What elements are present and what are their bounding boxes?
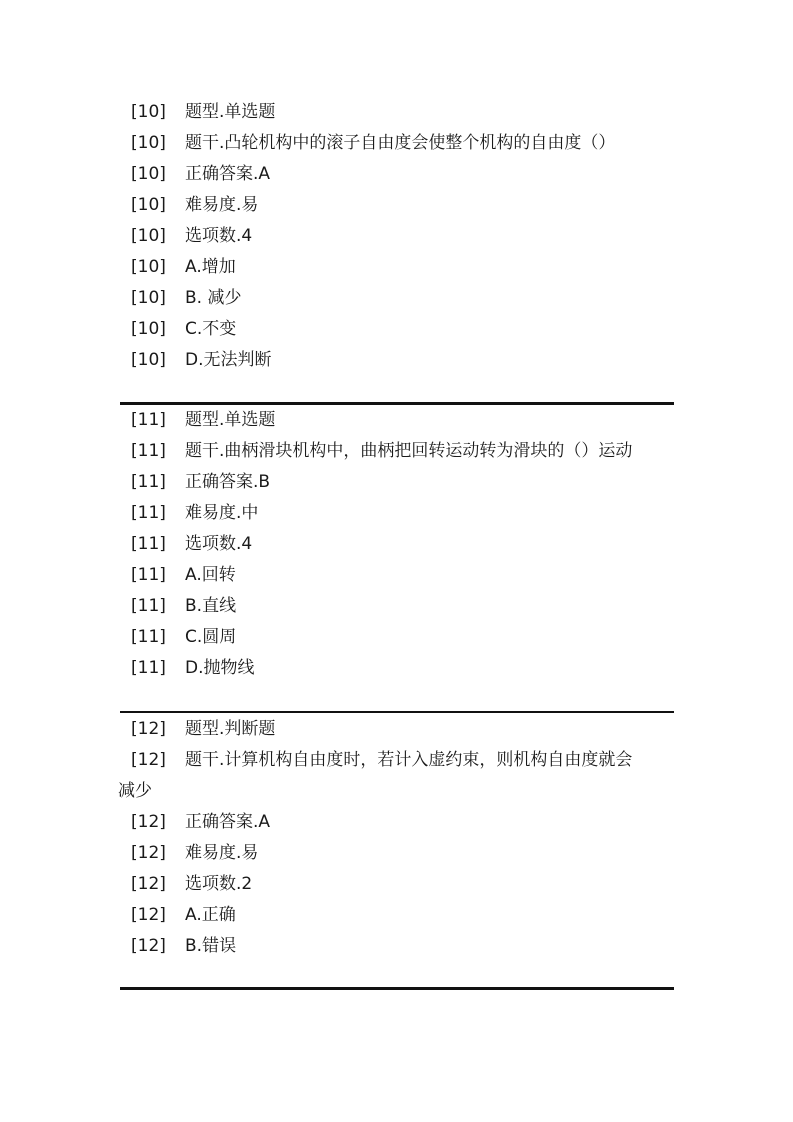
question-stem-line bbox=[120, 436, 674, 467]
option-c: C.不变 bbox=[185, 319, 237, 339]
option-line bbox=[120, 314, 674, 345]
question-tag: [10] bbox=[131, 195, 166, 215]
question-tag: [11] bbox=[131, 534, 166, 554]
correct-answer: 正确答案.A bbox=[185, 812, 271, 832]
option-line bbox=[120, 345, 674, 376]
option-b: B. 减少 bbox=[185, 288, 242, 308]
question-tag: [10] bbox=[131, 288, 166, 308]
option-line bbox=[120, 560, 674, 591]
question-tag: [10] bbox=[131, 350, 166, 370]
question-type-line bbox=[120, 97, 674, 128]
question-stem: 题干.凸轮机构中的滚子自由度会使整个机构的自由度（） bbox=[185, 133, 616, 153]
divider-line bbox=[120, 987, 674, 990]
question-tag: [11] bbox=[131, 441, 166, 461]
question-type-line bbox=[120, 405, 674, 436]
option-b: B.错误 bbox=[185, 936, 237, 956]
question-tag: [11] bbox=[131, 658, 166, 678]
option-count-line bbox=[120, 869, 674, 900]
question-tag: [10] bbox=[131, 319, 166, 339]
question-tag: [10] bbox=[131, 133, 166, 153]
question-type: 题型.判断题 bbox=[185, 719, 276, 739]
option-count: 选项数.4 bbox=[185, 534, 253, 554]
option-line bbox=[120, 653, 674, 684]
question-tag: [12] bbox=[131, 843, 166, 863]
option-line bbox=[120, 622, 674, 653]
option-d: D.抛物线 bbox=[185, 658, 255, 678]
question-stem-line bbox=[120, 128, 674, 159]
question-type: 题型.单选题 bbox=[185, 410, 276, 430]
question-11 bbox=[120, 405, 674, 684]
option-c: C.圆周 bbox=[185, 627, 237, 647]
question-tag: [12] bbox=[131, 812, 166, 832]
question-tag: [10] bbox=[131, 102, 166, 122]
question-stem: 题干.曲柄滑块机构中，曲柄把回转运动转为滑块的（）运动 bbox=[185, 441, 633, 461]
question-tag: [12] bbox=[131, 874, 166, 894]
question-tag: [12] bbox=[131, 750, 166, 770]
question-stem-continuation: 减少 bbox=[118, 781, 152, 801]
question-tag: [12] bbox=[131, 719, 166, 739]
option-line bbox=[120, 283, 674, 314]
question-type-line bbox=[120, 714, 674, 745]
difficulty: 难易度.易 bbox=[185, 195, 259, 215]
option-b: B.直线 bbox=[185, 596, 237, 616]
option-line bbox=[120, 252, 674, 283]
question-tag: [11] bbox=[131, 596, 166, 616]
option-d: D.无法判断 bbox=[185, 350, 272, 370]
option-line bbox=[120, 591, 674, 622]
answer-line bbox=[120, 807, 674, 838]
difficulty-line bbox=[120, 498, 674, 529]
question-10 bbox=[120, 97, 674, 376]
question-12 bbox=[120, 714, 674, 962]
answer-line bbox=[120, 467, 674, 498]
difficulty-line bbox=[120, 838, 674, 869]
question-tag: [11] bbox=[131, 472, 166, 492]
correct-answer: 正确答案.A bbox=[185, 164, 271, 184]
question-tag: [10] bbox=[131, 164, 166, 184]
question-stem-line bbox=[120, 745, 674, 807]
option-count: 选项数.4 bbox=[185, 226, 253, 246]
question-tag: [11] bbox=[131, 627, 166, 647]
option-line bbox=[120, 900, 674, 931]
question-tag: [11] bbox=[131, 410, 166, 430]
answer-line bbox=[120, 159, 674, 190]
option-a: A.正确 bbox=[185, 905, 236, 925]
option-line bbox=[120, 931, 674, 962]
option-count-line bbox=[120, 221, 674, 252]
option-count: 选项数.2 bbox=[185, 874, 253, 894]
difficulty-line bbox=[120, 190, 674, 221]
option-a: A.增加 bbox=[185, 257, 236, 277]
difficulty: 难易度.中 bbox=[185, 503, 259, 523]
divider-line bbox=[120, 711, 674, 713]
question-tag: [12] bbox=[131, 936, 166, 956]
difficulty: 难易度.易 bbox=[185, 843, 259, 863]
question-tag: [11] bbox=[131, 565, 166, 585]
question-tag: [12] bbox=[131, 905, 166, 925]
option-count-line bbox=[120, 529, 674, 560]
option-a: A.回转 bbox=[185, 565, 236, 585]
question-tag: [10] bbox=[131, 226, 166, 246]
question-tag: [10] bbox=[131, 257, 166, 277]
question-type: 题型.单选题 bbox=[185, 102, 276, 122]
correct-answer: 正确答案.B bbox=[185, 472, 271, 492]
question-tag: [11] bbox=[131, 503, 166, 523]
question-stem: 题干.计算机构自由度时，若计入虚约束，则机构自由度就会 bbox=[185, 750, 633, 770]
